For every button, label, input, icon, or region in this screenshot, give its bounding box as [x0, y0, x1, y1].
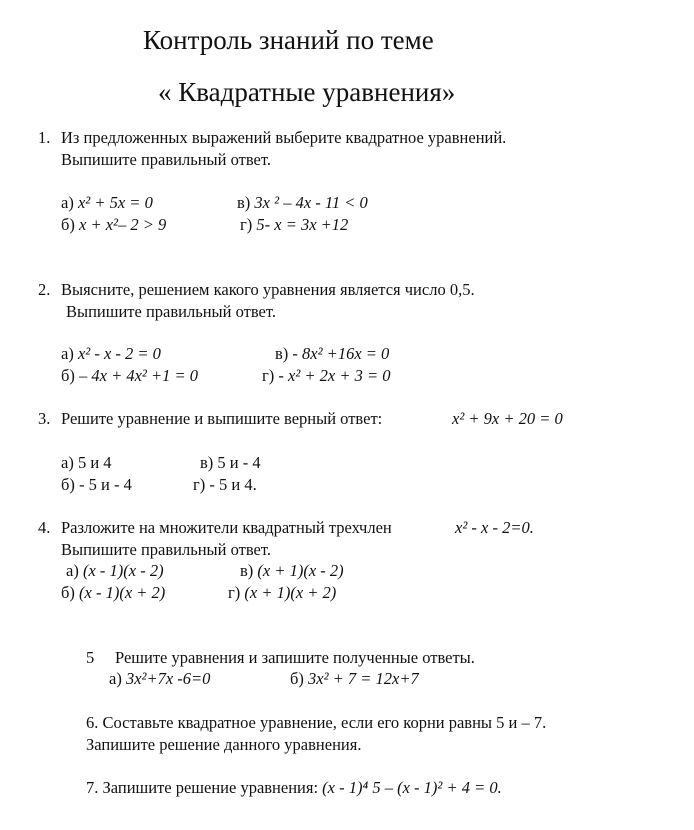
- question-number: 2.: [38, 280, 51, 299]
- option-b: б) 3x² + 7 = 12x+7: [290, 669, 419, 688]
- equation: x² + 9x + 20 = 0: [452, 409, 563, 428]
- question-number: 1.: [38, 128, 51, 147]
- question-text: Выпишите правильный ответ.: [61, 150, 271, 169]
- question-text: Решите уравнение и выпишите верный ответ:: [61, 409, 383, 428]
- equation: (x - 1)⁴ 5 – (x - 1)² + 4 = 0.: [322, 778, 502, 797]
- option-a: а) x² + 5x = 0: [61, 193, 153, 212]
- question-text: 6. Составьте квадратное уравнение, если его корни равны 5 и – 7.: [86, 713, 547, 732]
- question-text: Выпишите правильный ответ.: [61, 540, 271, 559]
- option-b: б) x + x²– 2 > 9: [61, 215, 167, 234]
- page-title: Контроль знаний по теме: [143, 25, 434, 55]
- question-text: Запишите решение данного уравнения.: [86, 735, 362, 754]
- option-b: б) (x - 1)(x + 2): [61, 583, 166, 602]
- polynomial: x² - x - 2=0.: [455, 518, 534, 537]
- question-text: Разложите на множители квадратный трехчлен: [61, 518, 392, 537]
- option-b: б) - 5 и - 4: [61, 475, 132, 494]
- question-text: Выпишите правильный ответ.: [66, 302, 276, 321]
- option-v: в) - 8x² +16x = 0: [275, 344, 390, 363]
- option-g: г) - 5 и 4.: [193, 475, 257, 494]
- option-a: а) (x - 1)(x - 2): [66, 561, 164, 580]
- question-number: 5: [86, 648, 95, 667]
- option-g: г) (x + 1)(x + 2): [228, 583, 337, 602]
- option-v: в) (x + 1)(x - 2): [240, 561, 344, 580]
- option-v: в) 5 и - 4: [200, 453, 261, 472]
- option-v: в) 3x ² – 4x - 11 < 0: [237, 193, 368, 212]
- page-subtitle: « Квадратные уравнения»: [158, 77, 456, 107]
- option-a: а) 5 и 4: [61, 453, 112, 472]
- question-text: Решите уравнения и запишите полученные ответы.: [115, 648, 475, 667]
- option-g: г) 5- x = 3x +12: [240, 215, 349, 234]
- option-b: б) – 4x + 4x² +1 = 0: [61, 366, 199, 385]
- option-a: а) x² - x - 2 = 0: [61, 344, 161, 363]
- option-a: а) 3x²+7x -6=0: [109, 669, 211, 688]
- question-text: Выясните, решением какого уравнения является число 0,5.: [61, 280, 475, 299]
- question-text: Из предложенных выражений выберите квадратное уравнений.: [61, 128, 507, 147]
- question-text: 7. Запишите решение уравнения: (x - 1)⁴ 5 – (x - 1)² + 4 = 0.: [86, 778, 502, 797]
- question-number: 4.: [38, 518, 51, 537]
- option-g: г) - x² + 2x + 3 = 0: [262, 366, 391, 385]
- question-number: 3.: [38, 409, 51, 428]
